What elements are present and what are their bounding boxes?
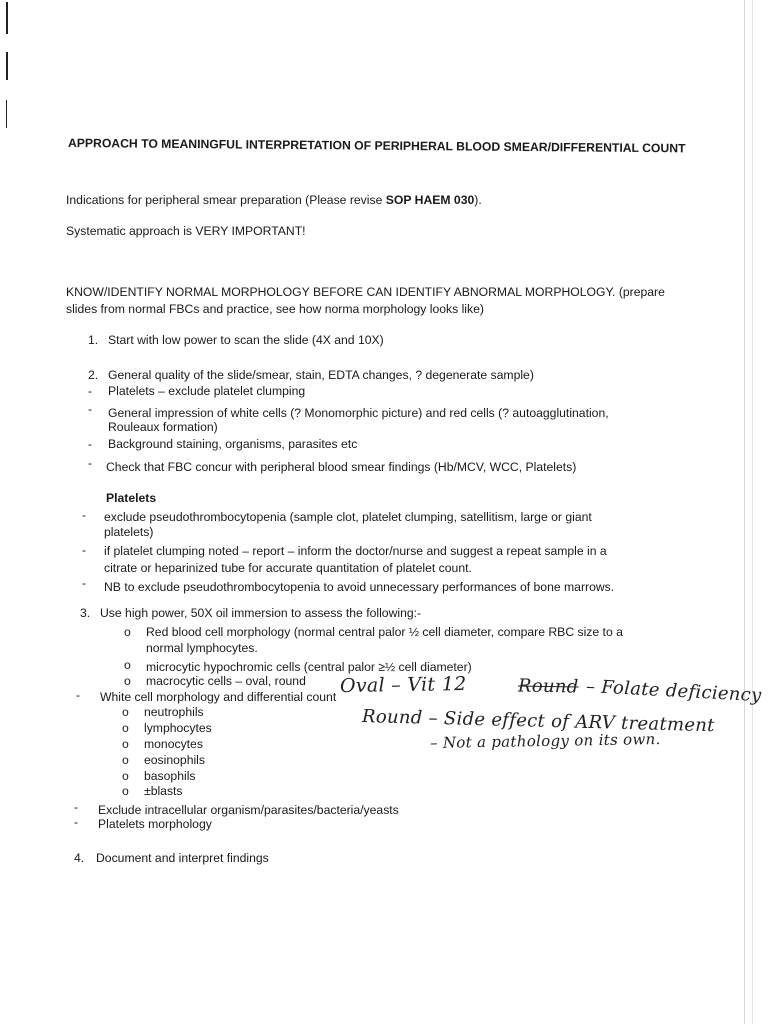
handwritten-folate-note: – Folate deficiency [585,676,763,707]
platelet-item: exclude pseudothrombocytopenia (sample clot, platelet clumping, satellitism, large or giant [104,510,592,524]
rbc-item: microcytic hypochromic cells (central palor ≥½ cell diameter) [146,660,472,674]
step-4-number: 4. [74,851,85,865]
circle-marker: o [122,769,129,783]
dash-marker: - [74,815,79,829]
scan-edge-line [752,0,753,1024]
indications-text: Indications for peripheral smear preparation (Please revise [66,193,386,207]
handwritten-round-side-effect-note: Round – Side effect of ARV treatment [361,706,715,737]
rbc-item-continuation: normal lymphocytes. [146,641,258,655]
dash-marker: - [74,800,79,814]
step-1-number: 1. [88,333,99,347]
wbc-item: neutrophils [144,705,204,719]
dash-marker: - [88,437,93,451]
scan-mark-lower [6,100,7,128]
step-2-item: Background staining, organisms, parasites etc [108,437,358,451]
indications-line [66,193,482,208]
dash-marker: - [82,576,87,590]
wbc-item: ±blasts [144,784,183,798]
scan-mark-top [6,2,8,34]
dash-marker: - [88,402,93,416]
step-2-item: Platelets – exclude platelet clumping [108,384,306,398]
circle-marker: o [122,784,129,798]
document-title: APPROACH TO MEANINGFUL INTERPRETATION OF PERIPHERAL BLOOD SMEAR/DIFFERENTIAL COUNT [67,136,686,156]
step-3-number: 3. [80,606,91,620]
dash-marker: - [76,688,81,702]
circle-marker: o [122,705,129,719]
scan-edge-line [744,0,745,1024]
circle-marker: o [122,753,129,767]
wbc-item: monocytes [144,737,203,751]
handwritten-round-struck: Round [517,675,579,698]
sop-reference: SOP HAEM 030 [385,193,475,207]
exclude-line: Exclude intracellular organism/parasites/bacteria/yeasts [98,803,399,817]
platelet-morphology-line: Platelets morphology [98,817,212,831]
wbc-item: basophils [144,769,196,783]
dash-marker: - [88,456,93,470]
rbc-item: macrocytic cells – oval, round [146,674,306,688]
platelet-item-continuation: platelets) [104,525,154,539]
circle-marker: o [124,625,131,639]
step-2-number: 2. [88,368,99,382]
circle-marker: o [124,658,131,672]
dash-marker: - [88,384,93,398]
step-2-item-continuation: Rouleaux formation) [108,420,218,434]
white-cell-heading: White cell morphology and differential count [100,690,337,704]
step-2-text: General quality of the slide/smear, stain, EDTA changes, ? degenerate sample) [108,368,534,382]
platelet-item: if platelet clumping noted – report – inform the doctor/nurse and suggest a repeat sample in a [104,544,607,558]
platelets-heading: Platelets [106,491,157,505]
wbc-item: eosinophils [144,753,205,767]
step-2-item: General impression of white cells (? Monomorphic picture) and red cells (? autoagglutination, [108,406,609,420]
platelet-item-continuation: citrate or heparinized tube for accurate quantitation of platelet count. [104,561,472,575]
step-1-text: Start with low power to scan the slide (4X and 10X) [108,333,384,347]
circle-marker: o [124,674,131,688]
handwritten-not-pathology-note: – Not a pathology on its own. [429,729,661,752]
step-4-text: Document and interpret findings [96,851,269,865]
step-3-text: Use high power, 50X oil immersion to assess the following:- [100,606,422,620]
know-line-1: KNOW/IDENTIFY NORMAL MORPHOLOGY BEFORE CAN IDENTIFY ABNORMAL MORPHOLOGY. (prepare [66,285,665,299]
scan-mark-middle [6,52,8,80]
systematic-line: Systematic approach is VERY IMPORTANT! [66,224,306,238]
dash-marker: - [82,508,87,522]
handwritten-oval-note: Oval – Vit 12 [339,672,467,698]
dash-marker: - [82,543,87,557]
know-line-2: slides from normal FBCs and practice, see how norma morphology looks like) [66,302,484,316]
circle-marker: o [122,721,129,735]
wbc-item: lymphocytes [144,721,212,735]
circle-marker: o [122,737,129,751]
rbc-item: Red blood cell morphology (normal central palor ½ cell diameter, compare RBC size to a [146,625,623,639]
indications-end: ). [474,193,482,207]
platelet-item: NB to exclude pseudothrombocytopenia to avoid unnecessary performances of bone marrows. [104,580,615,594]
step-2-item: Check that FBC concur with peripheral blood smear findings (Hb/MCV, WCC, Platelets) [106,460,577,474]
